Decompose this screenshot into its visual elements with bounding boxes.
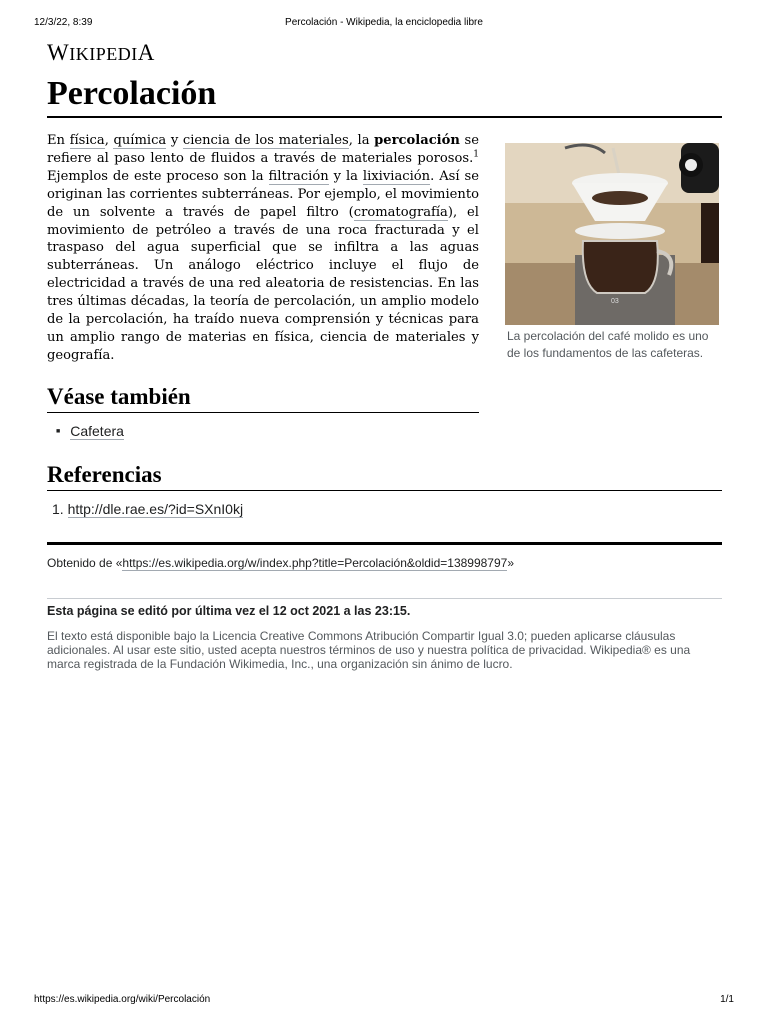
list-item <box>56 423 124 439</box>
logo-last-letter: A <box>137 40 155 65</box>
reference-link[interactable]: http://dle.rae.es/?id=SXnI0kj <box>67 501 244 517</box>
image-caption: La percolación del café molido es uno de los fundamentos de las cafeteras. <box>507 329 709 360</box>
print-url: https://es.wikipedia.org/wiki/Percolación <box>34 994 211 1005</box>
section-heading-see-also: Véase también <box>47 383 479 413</box>
link-fisica[interactable]: física <box>69 133 105 148</box>
term-percolacion: percolación <box>374 133 460 148</box>
carafe-mark-text: 03 <box>611 298 619 305</box>
intro-text: Ejemplos de este proceso son la <box>47 168 269 184</box>
reference-number: 1. <box>52 501 64 517</box>
link-filtracion[interactable]: filtración <box>268 168 329 184</box>
intro-text: En <box>47 133 70 148</box>
see-also-list <box>56 423 124 439</box>
page-title: Percolación <box>47 74 722 118</box>
section-heading-references: Referencias <box>47 461 722 491</box>
reference-superscript[interactable]: 1 <box>473 149 479 160</box>
footer-divider <box>47 542 722 545</box>
retrieved-prefix: Obtenido de « <box>47 556 123 570</box>
coffee-percolation-image[interactable] <box>505 143 719 325</box>
wikipedia-logo[interactable] <box>47 40 155 66</box>
print-datetime: 12/3/22, 8:39 <box>34 17 93 28</box>
retrieved-from <box>47 556 514 570</box>
link-quimica[interactable]: química <box>113 133 167 148</box>
logo-first-letter: W <box>47 40 70 65</box>
intro-text: se refiere al paso lento de fluidos a través de materiales porosos. <box>47 133 479 166</box>
link-cafetera[interactable]: Cafetera <box>70 423 124 439</box>
intro-text: , la <box>348 133 375 148</box>
intro-text: . Así se originan las corrientes subterráneas. Por ejemplo, el movimiento de un solvente a través de papel filtro ( <box>47 168 479 220</box>
reference-item <box>52 501 243 517</box>
references-list <box>52 501 243 517</box>
link-cromatografia[interactable]: cromatografía <box>353 204 448 220</box>
intro-text: ), el movimiento de petróleo a través de una roca fracturada y el traspaso del agua superficial que se infiltra a las aguas subterráneas. Un análogo eléctrico incluye el flujo de electricidad a través de una red aleatoria de resistencias. En las tres últimas décadas, la teoría de percolación, un amplio modelo de la percolación, ha traído nueva comprensión y técnicas para un amplio rango de materias en física, ciencia de materiales y geografía. <box>47 204 479 363</box>
last-modified-text: Esta página se editó por última vez el 12 oct 2021 a las 23:15. <box>47 604 411 618</box>
permanent-link[interactable]: https://es.wikipedia.org/w/index.php?title=Percolación&oldid=138998797 <box>122 556 508 570</box>
retrieved-suffix: » <box>507 556 515 570</box>
intro-text: , <box>104 133 114 148</box>
footer-thin-divider <box>47 598 722 599</box>
license-text: El texto está disponible bajo la Licencia Creative Commons Atribución Compartir Igual 3.0; pueden aplicarse cláusulas adicionales. Al usar este sitio, usted acepta nuestros términos de uso y nuestra política de privacidad. Wikipedia® es una marca registrada de la Fundación Wikimedia, Inc., una organización sin ánimo de lucro. <box>47 629 691 671</box>
print-page-number: 1/1 <box>720 994 734 1005</box>
coffee-percolation-illustration <box>505 143 719 325</box>
logo-middle: IKIPEDI <box>69 44 138 64</box>
intro-text: y la <box>328 168 363 184</box>
link-lixiviacion[interactable]: lixiviación <box>362 168 431 184</box>
link-ciencia-materiales[interactable]: ciencia de los materiales <box>182 133 349 148</box>
article-intro-paragraph <box>47 132 479 365</box>
print-page-title: Percolación - Wikipedia, la enciclopedia libre <box>285 17 483 28</box>
intro-text: y <box>166 133 183 148</box>
